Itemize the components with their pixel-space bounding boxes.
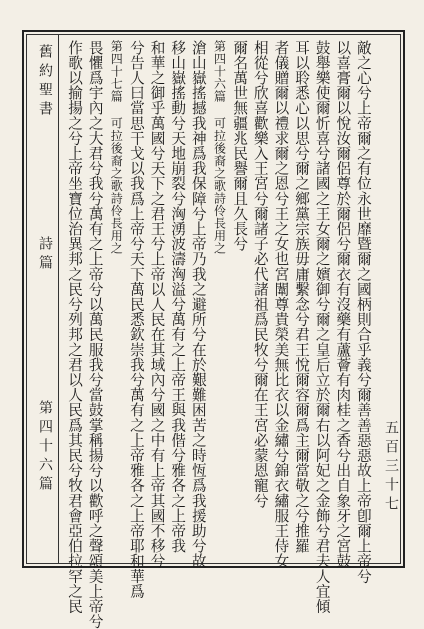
text-column: 耳以聆悉心以思兮爾之鄉黨宗族毋庸繫念兮君王悅爾容爾爲主爾當敬之兮推羅 bbox=[293, 40, 311, 554]
left-margin-rule bbox=[58, 34, 59, 564]
book-title: 舊約聖書 bbox=[37, 44, 53, 120]
text-column: 爾名萬世無疆兆民譽爾且久長兮 bbox=[231, 40, 249, 252]
text-column: 移山嶽搖動兮天地崩裂兮洶湧波濤洶溢兮萬有之上帝王與我偕兮雅各之上帝我 bbox=[169, 40, 187, 554]
text-column: 以喜膏爾以悅汝爾侶尊於爾侶兮爾衣有沒藥有蘆薈有肉桂之香兮出自象牙之宮鼓 bbox=[334, 40, 352, 569]
chapter-label: 第四十六篇 bbox=[37, 400, 53, 495]
text-column: 者儀贈爾以禮求爾之恩兮王之女也宮闈尊貴榮美無比衣以金繡兮錦衣繡服王侍女 bbox=[272, 40, 290, 569]
leaf-number: 五百三十七 bbox=[383, 420, 399, 515]
text-column: 兮告人曰當思干戈以我爲上帝兮天下萬民悉欽崇我兮萬有之上帝雅各之上帝耶和華爲 bbox=[127, 40, 145, 599]
text-body bbox=[62, 40, 372, 629]
text-column: 作歌以揄揚之兮上帝坐寶位治異邦之民兮列邦之君以人民爲其民兮牧君會亞伯拉罕之民 bbox=[66, 40, 83, 614]
text-column: 敵之心兮上帝爾之有位永世靡暨爾之國柄則合乎義兮爾善善惡惡故上帝卽爾上帝兮 bbox=[354, 40, 372, 584]
text-column: 和華之御乎萬國兮天下之君王兮上帝以人民在其域內兮國之中有上帝其國不移兮 bbox=[148, 40, 166, 569]
psalm-heading: 第四十六篇 可拉後裔之歌詩伶長用之 bbox=[212, 40, 227, 255]
text-column: 鼓舉樂使爾忻喜兮諸國之王女爾之嬪御兮爾之皇后立於爾右以阿妃之金飾兮君夫人宜傾 bbox=[313, 40, 331, 614]
text-column: 滄山嶽搖撼我神爲我保障兮上帝乃我之避所兮在於艱難困苦之時恆爲我援助兮故 bbox=[189, 40, 207, 569]
text-column: 畏懼爲宇內之大君兮我兮萬有之上帝兮以萬民服我兮當鼓掌稱揚兮以歡呼之聲頌美上帝兮 bbox=[86, 40, 104, 629]
text-column: 相從兮欣喜歡樂入王宮兮爾諸子必代諸祖爲民牧兮爾在王宮必蒙恩寵兮 bbox=[251, 40, 269, 509]
psalm-heading: 第四十七篇 可拉後裔之歌詩伶長用之 bbox=[109, 40, 124, 255]
section-name: 詩篇 bbox=[37, 236, 53, 274]
